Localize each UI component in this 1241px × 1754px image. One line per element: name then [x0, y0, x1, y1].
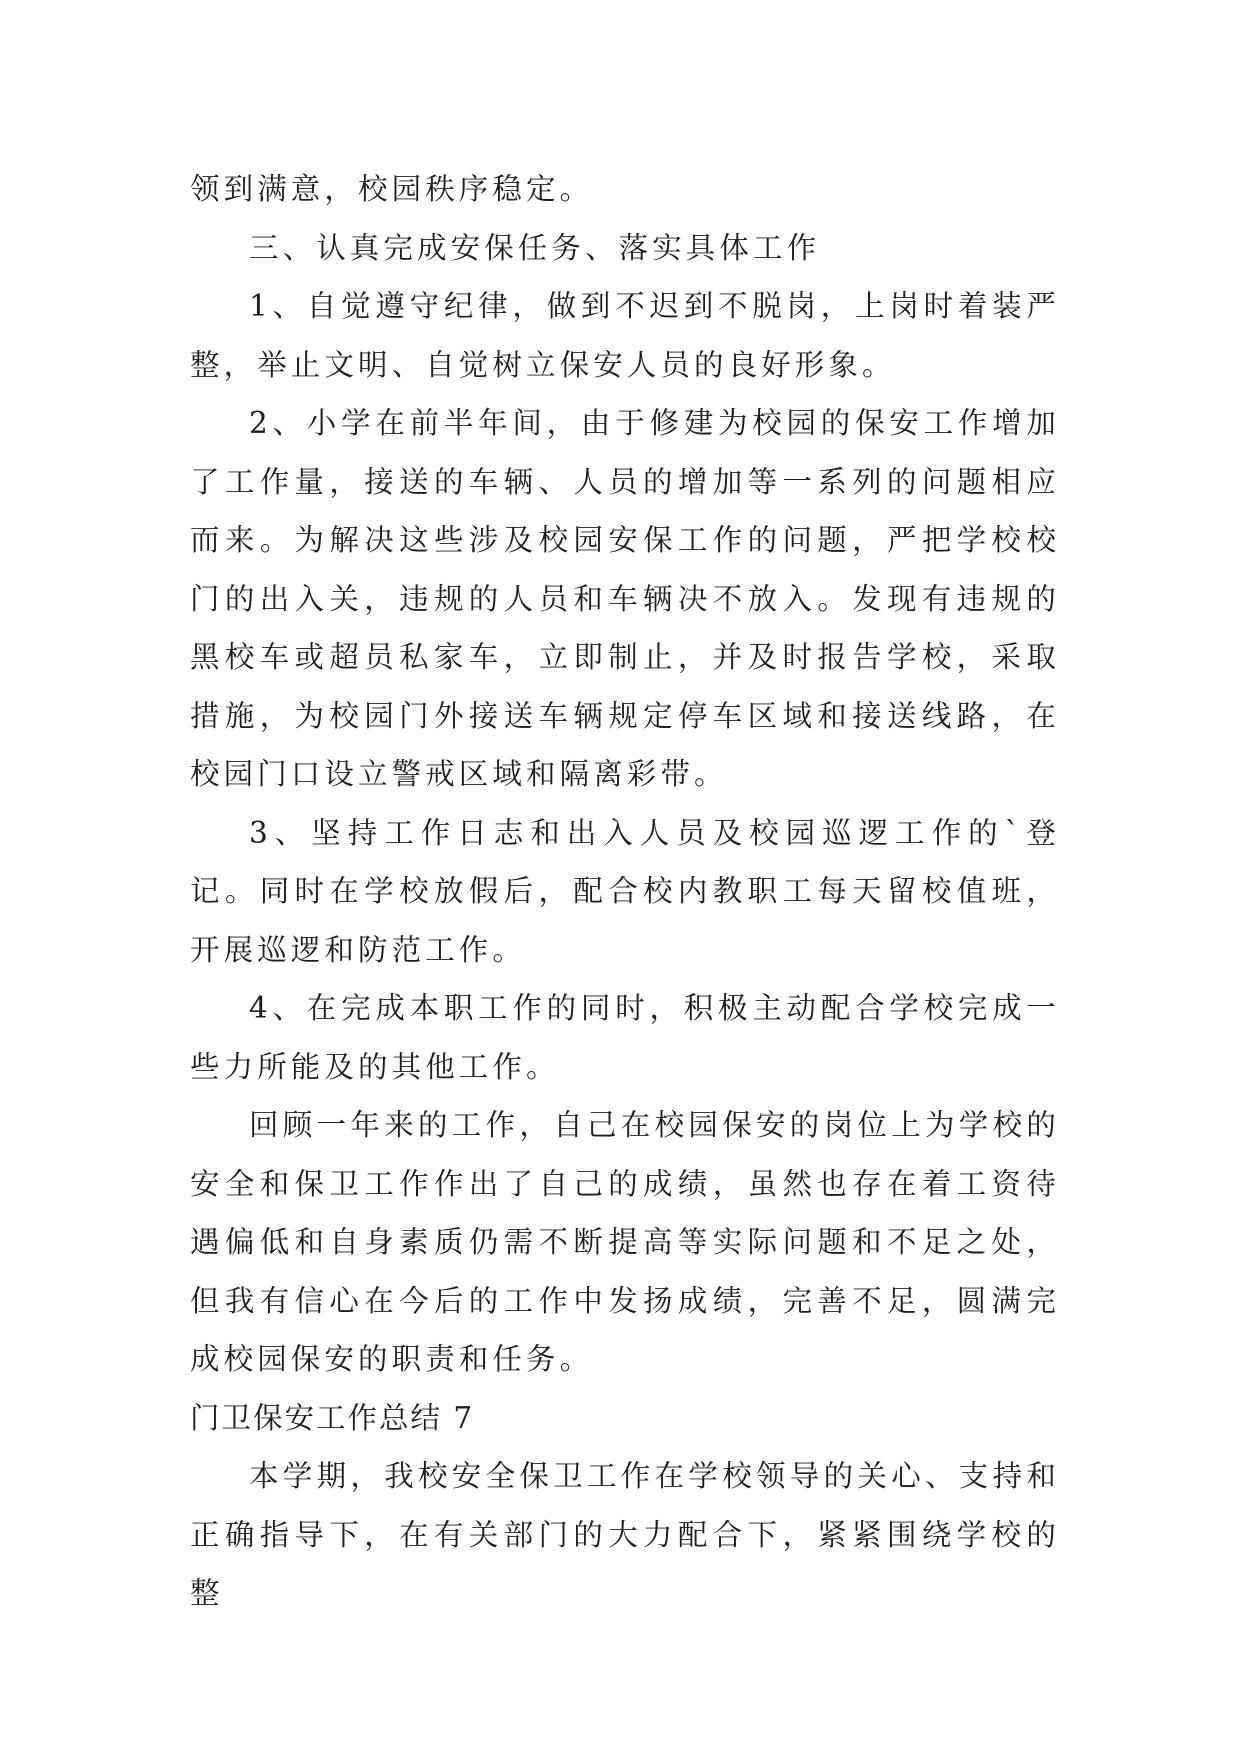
list-item-1: 1、自觉遵守纪律，做到不迟到不脱岗，上岗时着装严整，举止文明、自觉树立保安人员的良好形象。 [190, 289, 1060, 382]
list-item-3: 3、坚持工作日志和出入人员及校园巡逻工作的`登记。同时在学校放假后，配合校内教职工每天留校值班，开展巡逻和防范工作。 [190, 815, 1060, 967]
section-heading-three: 三、认真完成安保任务、落实具体工作 [249, 230, 821, 265]
section-title: 门卫保安工作总结 7 [190, 1400, 475, 1435]
list-item-2: 2、小学在前半年间，由于修建为校园的保安工作增加了工作量，接送的车辆、人员的增加等一系列的问题相应而来。为解决这些涉及校园安保工作的问题，严把学校校门的出入关，违规的人员和车辆决不放入。发现有违规的黑校车或超员私家车，立即制止，并及时报告学校，采取措施，为校园门外接送车辆规定停车区域和接送线路，在校园门口设立警戒区域和隔离彩带。 [190, 406, 1060, 791]
list-item-4: 4、在完成本职工作的同时，积极主动配合学校完成一些力所能及的其他工作。 [190, 991, 1060, 1084]
paragraph-intro: 本学期，我校安全保卫工作在学校领导的关心、支持和正确指导下，在有关部门的大力配合下，紧紧围绕学校的整 [190, 1459, 1060, 1610]
paragraph-review: 回顾一年来的工作，自己在校园保安的岗位上为学校的安全和保卫工作作出了自己的成绩，虽然也存在着工资待遇偏低和自身素质仍需不断提高等实际问题和不足之处，但我有信心在今后的工作中发扬成绩，完善不足，圆满完成校园保安的职责和任务。 [190, 1108, 1060, 1376]
document-body [190, 160, 1060, 1623]
paragraph-continuation: 领到满意，校园秩序稳定。 [190, 172, 594, 206]
